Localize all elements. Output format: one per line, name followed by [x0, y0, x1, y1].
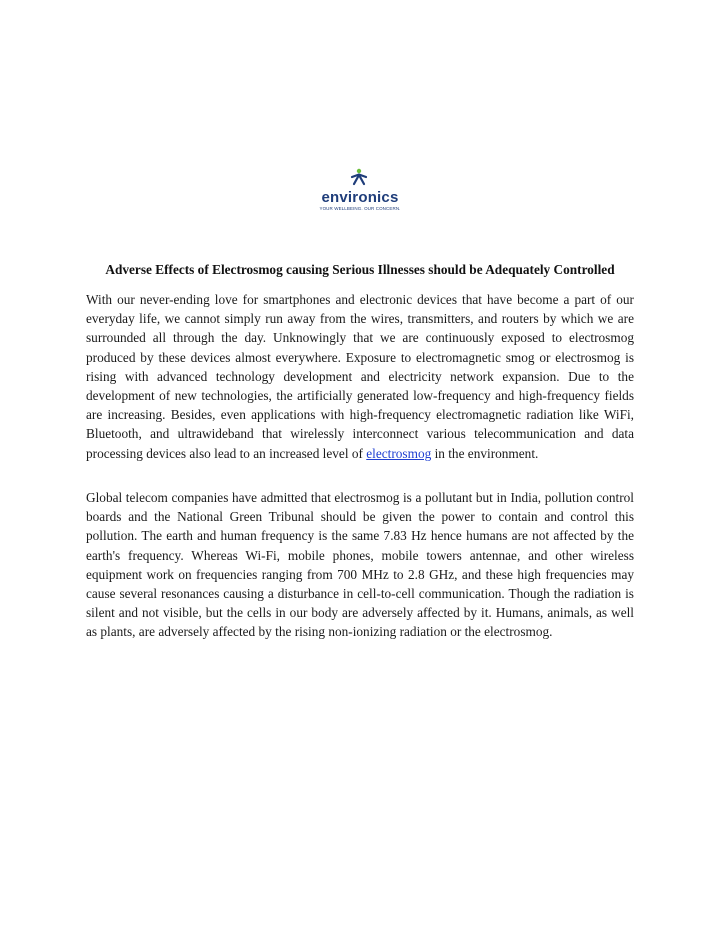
article-title: Adverse Effects of Electrosmog causing Serious Illnesses should be Adequately Controlled	[105, 262, 615, 277]
logo-wordmark: environics	[321, 189, 399, 206]
electrosmog-link[interactable]: electrosmog	[366, 445, 432, 461]
paragraph-1-text-before-link: With our never-ending love for smartphones and electronic devices that have become a part of our everyday life, we cannot simply run away from the wires, transmitters, and routers by which we are surrounded all through the day. Unknowingly that we are continuously exposed to electrosmog produced by these devices almost everywhere. Exposure to electromagnetic smog or electrosmog is rising with advanced technology development and electricity network expansion. Due to the development of new technologies, the artificially generated low-frequency and high-frequency fields are increasing. Besides, even applications with high-frequency electromagnetic radiation like WiFi, Bluetooth, and ultrawideband that wirelessly interconnect various telecommunication and data processing devices also lead to an increased level of	[86, 292, 634, 461]
article-paragraph-2: Global telecom companies have admitted that electrosmog is a pollutant but in India, pollution control boards and the National Green Tribunal should be given the power to contain and control this pollution. The earth and human frequency is the same 7.83 Hz hence humans are not affected by the earth's frequency. Whereas Wi-Fi, mobile phones, mobile towers antennae, and other wireless equipment work on frequencies ranging from 700 MHz to 2.8 GHz, and these high frequencies may cause several resonances causing a disturbance in cell-to-cell communication. Though the radiation is silent and not visible, but the cells in our body are adversely affected by it. Humans, animals, as well as plants, are adversely affected by the rising non-ionizing radiation or the electrosmog.	[86, 490, 634, 640]
environics-logo	[318, 168, 402, 214]
article-paragraph-1	[86, 290, 634, 463]
paragraph-1-text-after-link: in the environment.	[431, 445, 539, 461]
logo-tagline: YOUR WELLBEING. OUR CONCERN.	[319, 206, 401, 211]
person-star-icon	[348, 168, 370, 190]
